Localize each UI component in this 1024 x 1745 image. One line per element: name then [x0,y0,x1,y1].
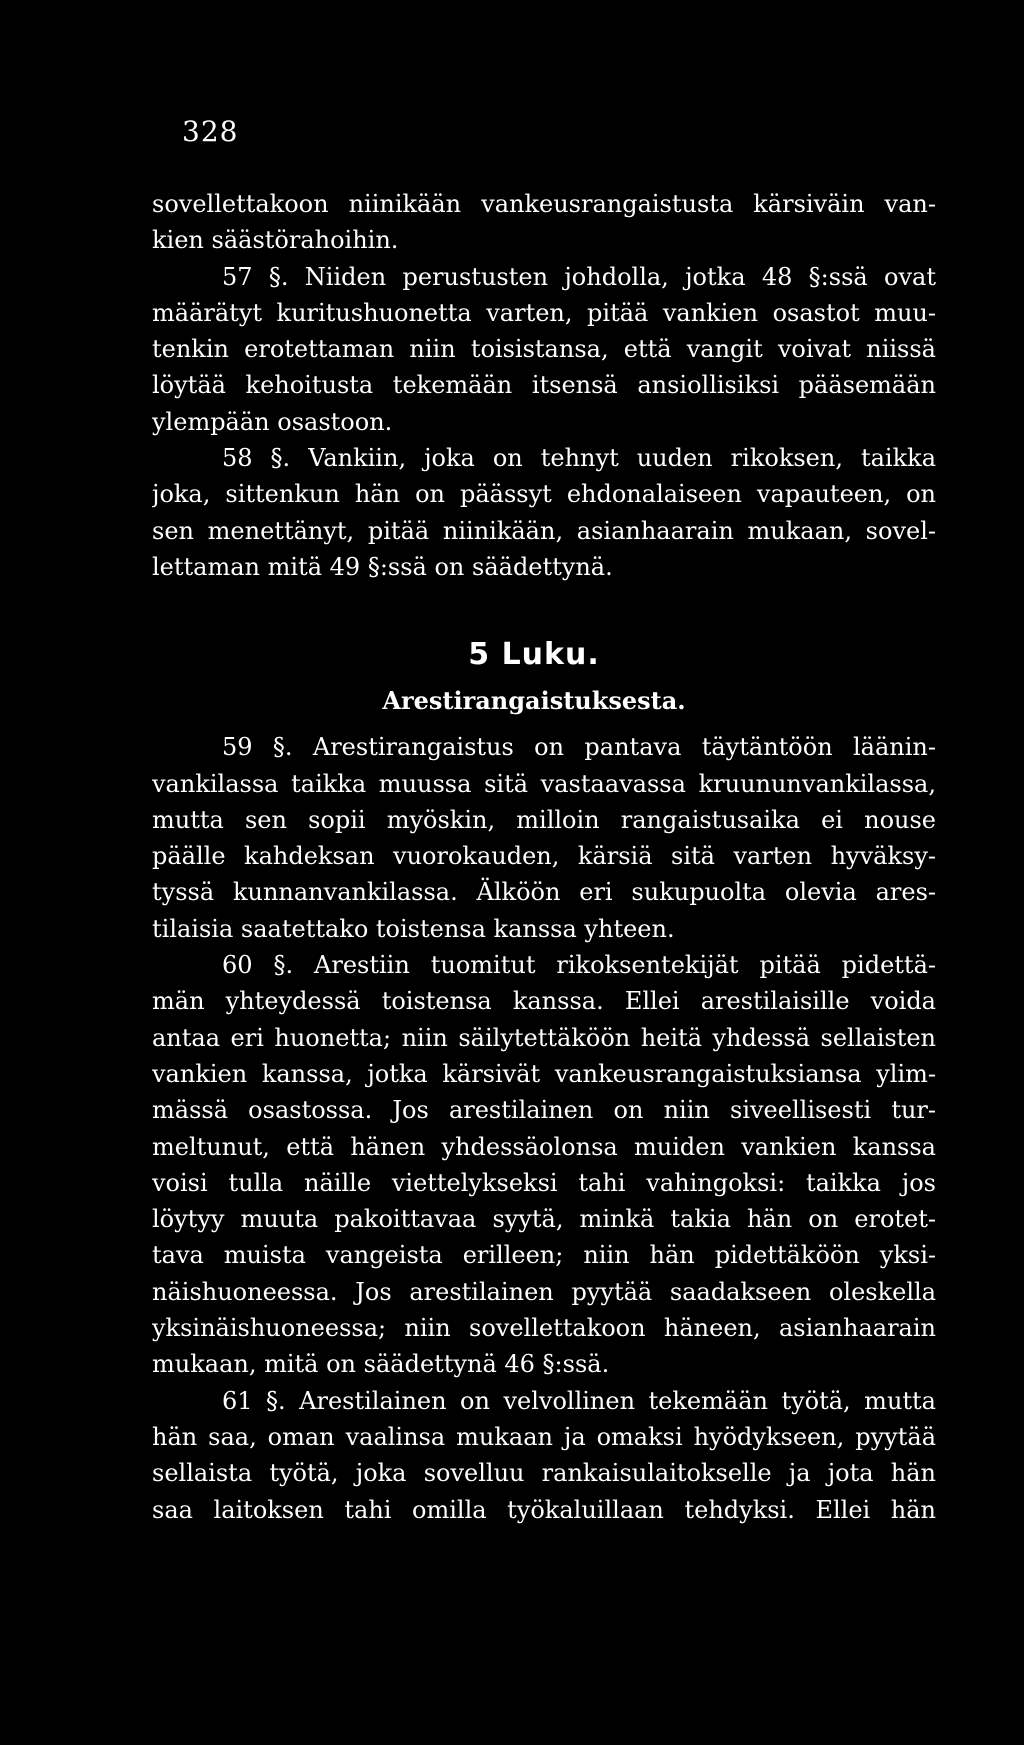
paragraph-57-start: 57 §. Niiden perustusten johdolla, jotka 48 §:ssä ovat [222,262,936,291]
text-line: löytyy muuta pakoittavaa syytä, minkä takia hän on erotet- [152,1205,936,1234]
text-line: sellaista työtä, joka sovelluu rankaisulaitokselle ja jota hän [152,1459,936,1488]
text-line: näishuoneessa. Jos arestilainen pyytää saadakseen oleskella [152,1277,936,1306]
text-line: löytää kehoitusta tekemään itsensä ansiollisiksi pääsemään [152,371,936,400]
text-line: yksinäishuoneessa; niin sovellettakoon häneen, asianhaarain [152,1314,936,1343]
paragraph-58-start: 58 §. Vankiin, joka on tehnyt uuden rikoksen, taikka [222,444,936,473]
text-line: joka, sittenkun hän on päässyt ehdonalaiseen vapauteen, on [152,480,936,509]
paragraph-59-start: 59 §. Arestirangaistus on pantava täytäntöön läänin- [222,733,936,762]
text-line: määrätyt kuritushuonetta varten, pitää vankien osastot muu- [152,298,936,327]
text-line: tyssä kunnanvankilassa. Älköön eri sukupuolta olevia ares- [152,878,936,907]
paragraph-60-start: 60 §. Arestiin tuomitut rikoksentekijät pitää pidettä- [222,951,936,980]
section-heading: Arestirangaistuksesta. [382,686,686,716]
text-line: antaa eri huonetta; niin säilytettäköön heitä yhdessä sellaisten [152,1023,936,1052]
text-line: saa laitoksen tahi omilla työkaluillaan tehdyksi. Ellei hän [152,1495,936,1524]
text-line: hän saa, oman vaalinsa mukaan ja omaksi hyödykseen, pyytää [152,1422,936,1451]
text-line: män yhteydessä toistensa kanssa. Ellei arestilaisille voida [152,987,936,1016]
text-line: voisi tulla näille viettelykseksi tahi vahingoksi: taikka jos [152,1168,936,1197]
body-text [152,186,936,1528]
text-line: meltunut, että hänen yhdessäolonsa muiden vankien kanssa [152,1132,936,1161]
text-line: vankien kanssa, jotka kärsivät vankeusrangaistuksiansa ylim- [152,1059,936,1088]
text-line: mutta sen sopii myöskin, milloin rangaistusaika ei nouse [152,805,936,834]
text-line: lettaman mitä 49 §:ssä on säädettynä. [152,552,613,581]
text-line: tilaisia saatettako toistensa kanssa yhteen. [152,914,675,943]
paragraph-61-start: 61 §. Arestilainen on velvollinen tekemään työtä, mutta [222,1386,936,1415]
text-line: tava muista vangeista erilleen; niin hän pidettäköön yksi- [152,1241,936,1270]
text-line: mässä osastossa. Jos arestilainen on niin siveellisesti tur- [152,1096,936,1125]
text-line: mukaan, mitä on säädettynä 46 §:ssä. [152,1350,610,1379]
chapter-heading: 5 Luku. [468,637,600,673]
text-line: sen menettänyt, pitää niinikään, asianhaarain mukaan, sovel- [152,516,936,545]
text-line: vankilassa taikka muussa sitä vastaavassa kruununvankilassa, [152,769,936,798]
text-line: päälle kahdeksan vuorokauden, kärsiä sitä varten hyväksy- [152,842,936,871]
text-line: ylempään osastoon. [152,407,393,436]
page-number: 328 [182,115,239,148]
text-line: kien säästörahoihin. [152,226,399,255]
text-line: tenkin erotettaman niin toisistansa, että vangit voivat niissä [152,335,936,364]
text-line: sovellettakoon niinikään vankeusrangaistusta kärsiväin van- [152,190,936,218]
